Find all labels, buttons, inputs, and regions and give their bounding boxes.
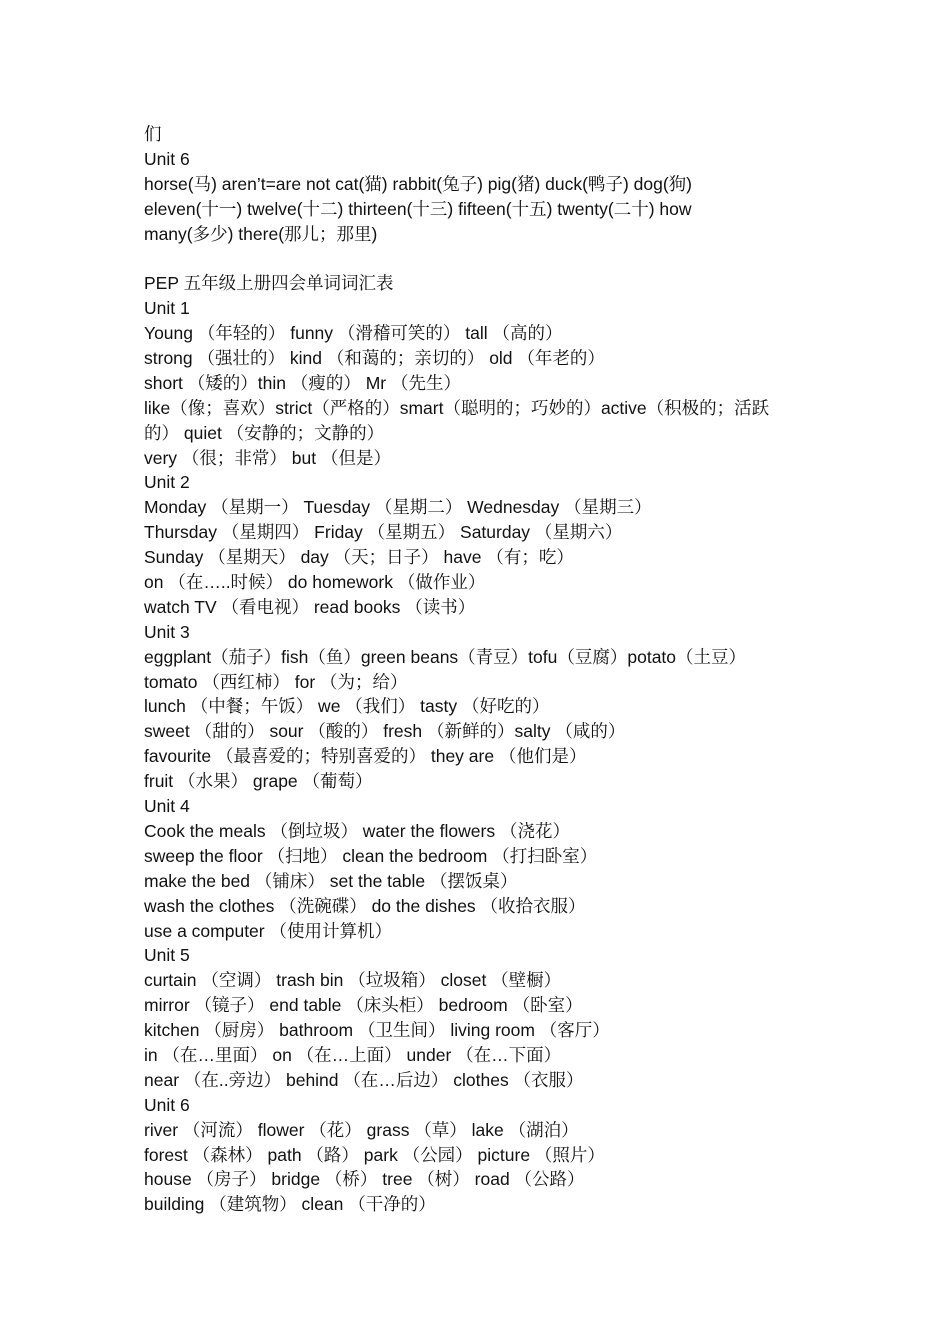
vocab-line: house （房子） bridge （桥） tree （树） road （公路） — [144, 1169, 585, 1190]
vocab-line: like（像；喜欢）strict（严格的）smart（聪明的；巧妙的）active（积极的；活跃 — [144, 397, 770, 418]
vocabulary-title: PEP 五年级上册四会单词词汇表 — [144, 273, 394, 294]
vocab-line: sweet （甜的） sour （酸的） fresh （新鲜的）salty （咸的） — [144, 721, 626, 742]
vocab-line: 的） quiet （安静的；文静的） — [144, 422, 385, 443]
unit-heading: Unit 2 — [144, 472, 190, 493]
unit-heading: Unit 6 — [144, 148, 190, 169]
vocab-line: in （在…里面） on （在…上面） under （在…下面） — [144, 1044, 562, 1065]
vocab-line: sweep the floor （扫地） clean the bedroom （打扫卧室） — [144, 845, 598, 866]
unit-heading: Unit 4 — [144, 796, 190, 817]
vocab-line: Sunday （星期天） day （天；日子） have （有；吃） — [144, 547, 574, 568]
vocab-line: horse(马) aren’t=are not cat(猫) rabbit(兔子) pig(猪) duck(鸭子) dog(狗) — [144, 173, 692, 194]
vocab-line: forest （森林） path （路） park （公园） picture （照片） — [144, 1144, 605, 1165]
vocab-line: fruit （水果） grape （葡萄） — [144, 771, 373, 792]
vocab-line: near （在..旁边） behind （在…后边） clothes （衣服） — [144, 1069, 584, 1090]
unit-5-section — [144, 943, 824, 1092]
vocab-line: watch TV （看电视） read books （读书） — [144, 596, 476, 617]
vocab-line: lunch （中餐；午饭） we （我们） tasty （好吃的） — [144, 696, 550, 717]
unit-1-section — [144, 296, 824, 470]
previous-section — [144, 122, 824, 246]
vocab-line: Monday （星期一） Tuesday （星期二） Wednesday （星期三） — [144, 497, 652, 518]
unit-3-section — [144, 620, 824, 794]
fragment-text: 们 — [144, 124, 162, 144]
vocab-line: tomato （西红柿） for （为；给） — [144, 671, 408, 692]
unit-4-section — [144, 794, 824, 943]
vocab-line: river （河流） flower （花） grass （草） lake （湖泊） — [144, 1119, 579, 1140]
vocab-line: building （建筑物） clean （干净的） — [144, 1194, 436, 1215]
vocab-line: Cook the meals （倒垃圾） water the flowers （浇花） — [144, 820, 570, 841]
vocab-line: favourite （最喜爱的；特别喜爱的） they are （他们是） — [144, 746, 587, 767]
vocab-line: wash the clothes （洗碗碟） do the dishes （收拾衣服） — [144, 895, 586, 916]
vocab-line: many(多少) there(那儿；那里) — [144, 223, 378, 244]
blank-line — [144, 246, 824, 271]
vocab-line: short （矮的）thin （瘦的） Mr （先生） — [144, 372, 461, 393]
vocab-line: kitchen （厨房） bathroom （卫生间） living room （客厅） — [144, 1020, 610, 1041]
vocab-line: use a computer （使用计算机） — [144, 920, 392, 941]
unit-heading: Unit 3 — [144, 621, 190, 642]
unit-2-section — [144, 470, 824, 619]
document-page — [144, 122, 824, 1217]
vocab-line: eggplant（茄子）fish（鱼）green beans（青豆）tofu（豆腐）potato（土豆） — [144, 646, 747, 667]
unit-heading: Unit 6 — [144, 1094, 190, 1115]
unit-heading: Unit 1 — [144, 298, 190, 319]
vocab-line: strong （强壮的） kind （和蔼的；亲切的） old （年老的） — [144, 348, 605, 369]
unit-heading: Unit 5 — [144, 945, 190, 966]
vocab-line: very （很；非常） but （但是） — [144, 447, 391, 468]
vocab-line: eleven(十一) twelve(十二) thirteen(十三) fifteen(十五) twenty(二十) how — [144, 198, 692, 219]
vocab-line: on （在…..时候） do homework （做作业） — [144, 572, 486, 593]
vocab-line: make the bed （铺床） set the table （摆饭桌） — [144, 870, 518, 891]
vocab-line: Thursday （星期四） Friday （星期五） Saturday （星期六） — [144, 522, 623, 543]
unit-6-section — [144, 1093, 824, 1217]
vocab-line: curtain （空调） trash bin （垃圾箱） closet （壁橱） — [144, 970, 562, 991]
vocab-line: mirror （镜子） end table （床头柜） bedroom （卧室） — [144, 995, 583, 1016]
vocab-line: Young （年轻的） funny （滑稽可笑的） tall （高的） — [144, 323, 563, 344]
